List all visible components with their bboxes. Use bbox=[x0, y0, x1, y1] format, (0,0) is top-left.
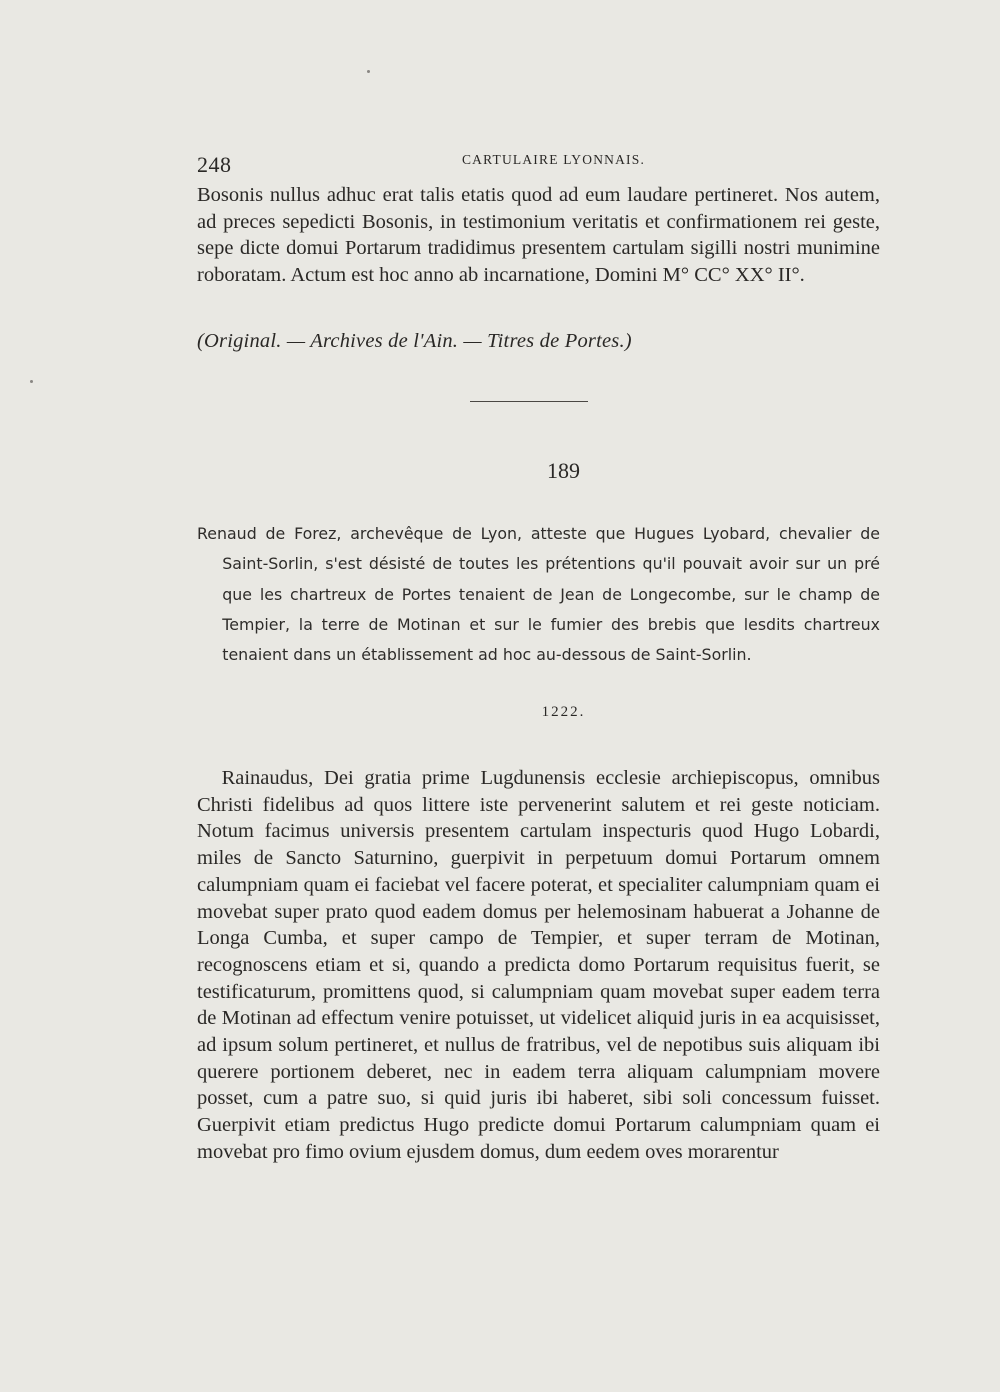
scan-speck bbox=[367, 70, 370, 73]
source-note: (Original. — Archives de l'Ain. — Titres de Portes.) bbox=[197, 330, 632, 352]
section-divider bbox=[470, 401, 588, 402]
document-number: 189 bbox=[547, 458, 580, 483]
running-title: CARTULAIRE LYONNAIS. bbox=[461, 152, 646, 167]
document-summary: Renaud de Forez, archevêque de Lyon, atteste que Hugues Lyobard, chevalier de Saint-Sorlin, s'est désisté de toutes les prétentions qu'il pouvait avoir sur un pré que les chartreux de Portes tenaient de Jean de Longecombe, sur le champ de Tempier, la terre de Motinan et sur le fumier des brebis que lesdits chartreux tenaient dans un établissement ad hoc au-dessous de Saint-Sorlin. bbox=[197, 524, 880, 665]
page-header bbox=[197, 146, 880, 176]
document-date: 1222. bbox=[541, 704, 586, 720]
document-text: Rainaudus, Dei gratia prime Lugdunensis ecclesie archiepiscopus, omnibus Christi fidelibus ad quos littere iste pervenerint salutem et rei geste noticiam. Notum facimus universis presentem cartulam inspecturis quod Hugo Lobardi, miles de Sancto Saturnino, guerpivit in perpetuum domui Portarum omnem calumpniam quam ei faciebat vel facere poterat, et specialiter calumpniam quam ei movebat super prato quod eadem domus per helemosinam habuerat a Johanne de Longa Cumba, et super campo de Tempier, et super terram de Motinan, recognoscens etiam et si, quando a predicta domo Portarum requisitus fuerit, se testificaturum, promittens quod, si calumpniam quam movebat super eadem terra de Motinan ad effectum venire potuisset, ut videlicet aliquid juris in ea acquisisset, ad ipsum solum pertineret, et nullus de fratribus, vel de nepotibus suis aliquam ibi querere portionem deberet, nec in eadem terra aliquam calumpniam movere posset, cum a patre suo, si quid juris ibi haberet, sibi soli concessum fuisset. Guerpivit etiam predictus Hugo predicte domui Portarum calumpniam quam ei movebat pro fimo ovium ejusdem domus, dum eedem oves morarentur bbox=[197, 767, 880, 1163]
scan-speck bbox=[30, 380, 33, 383]
continuation-paragraph: Bosonis nullus adhuc erat talis etatis quod ad eum laudare pertineret. Nos autem, ad preces sepedicti Bosonis, in testimonium veritatis et confirmationem rei geste, sepe dicte domui Portarum tradidimus presentem cartulam sigilli nostri munimine roboratam. Actum est hoc anno ab incarnatione, Domini M° CC° XX° II°. bbox=[197, 184, 880, 287]
page-number: 248 bbox=[197, 152, 232, 177]
